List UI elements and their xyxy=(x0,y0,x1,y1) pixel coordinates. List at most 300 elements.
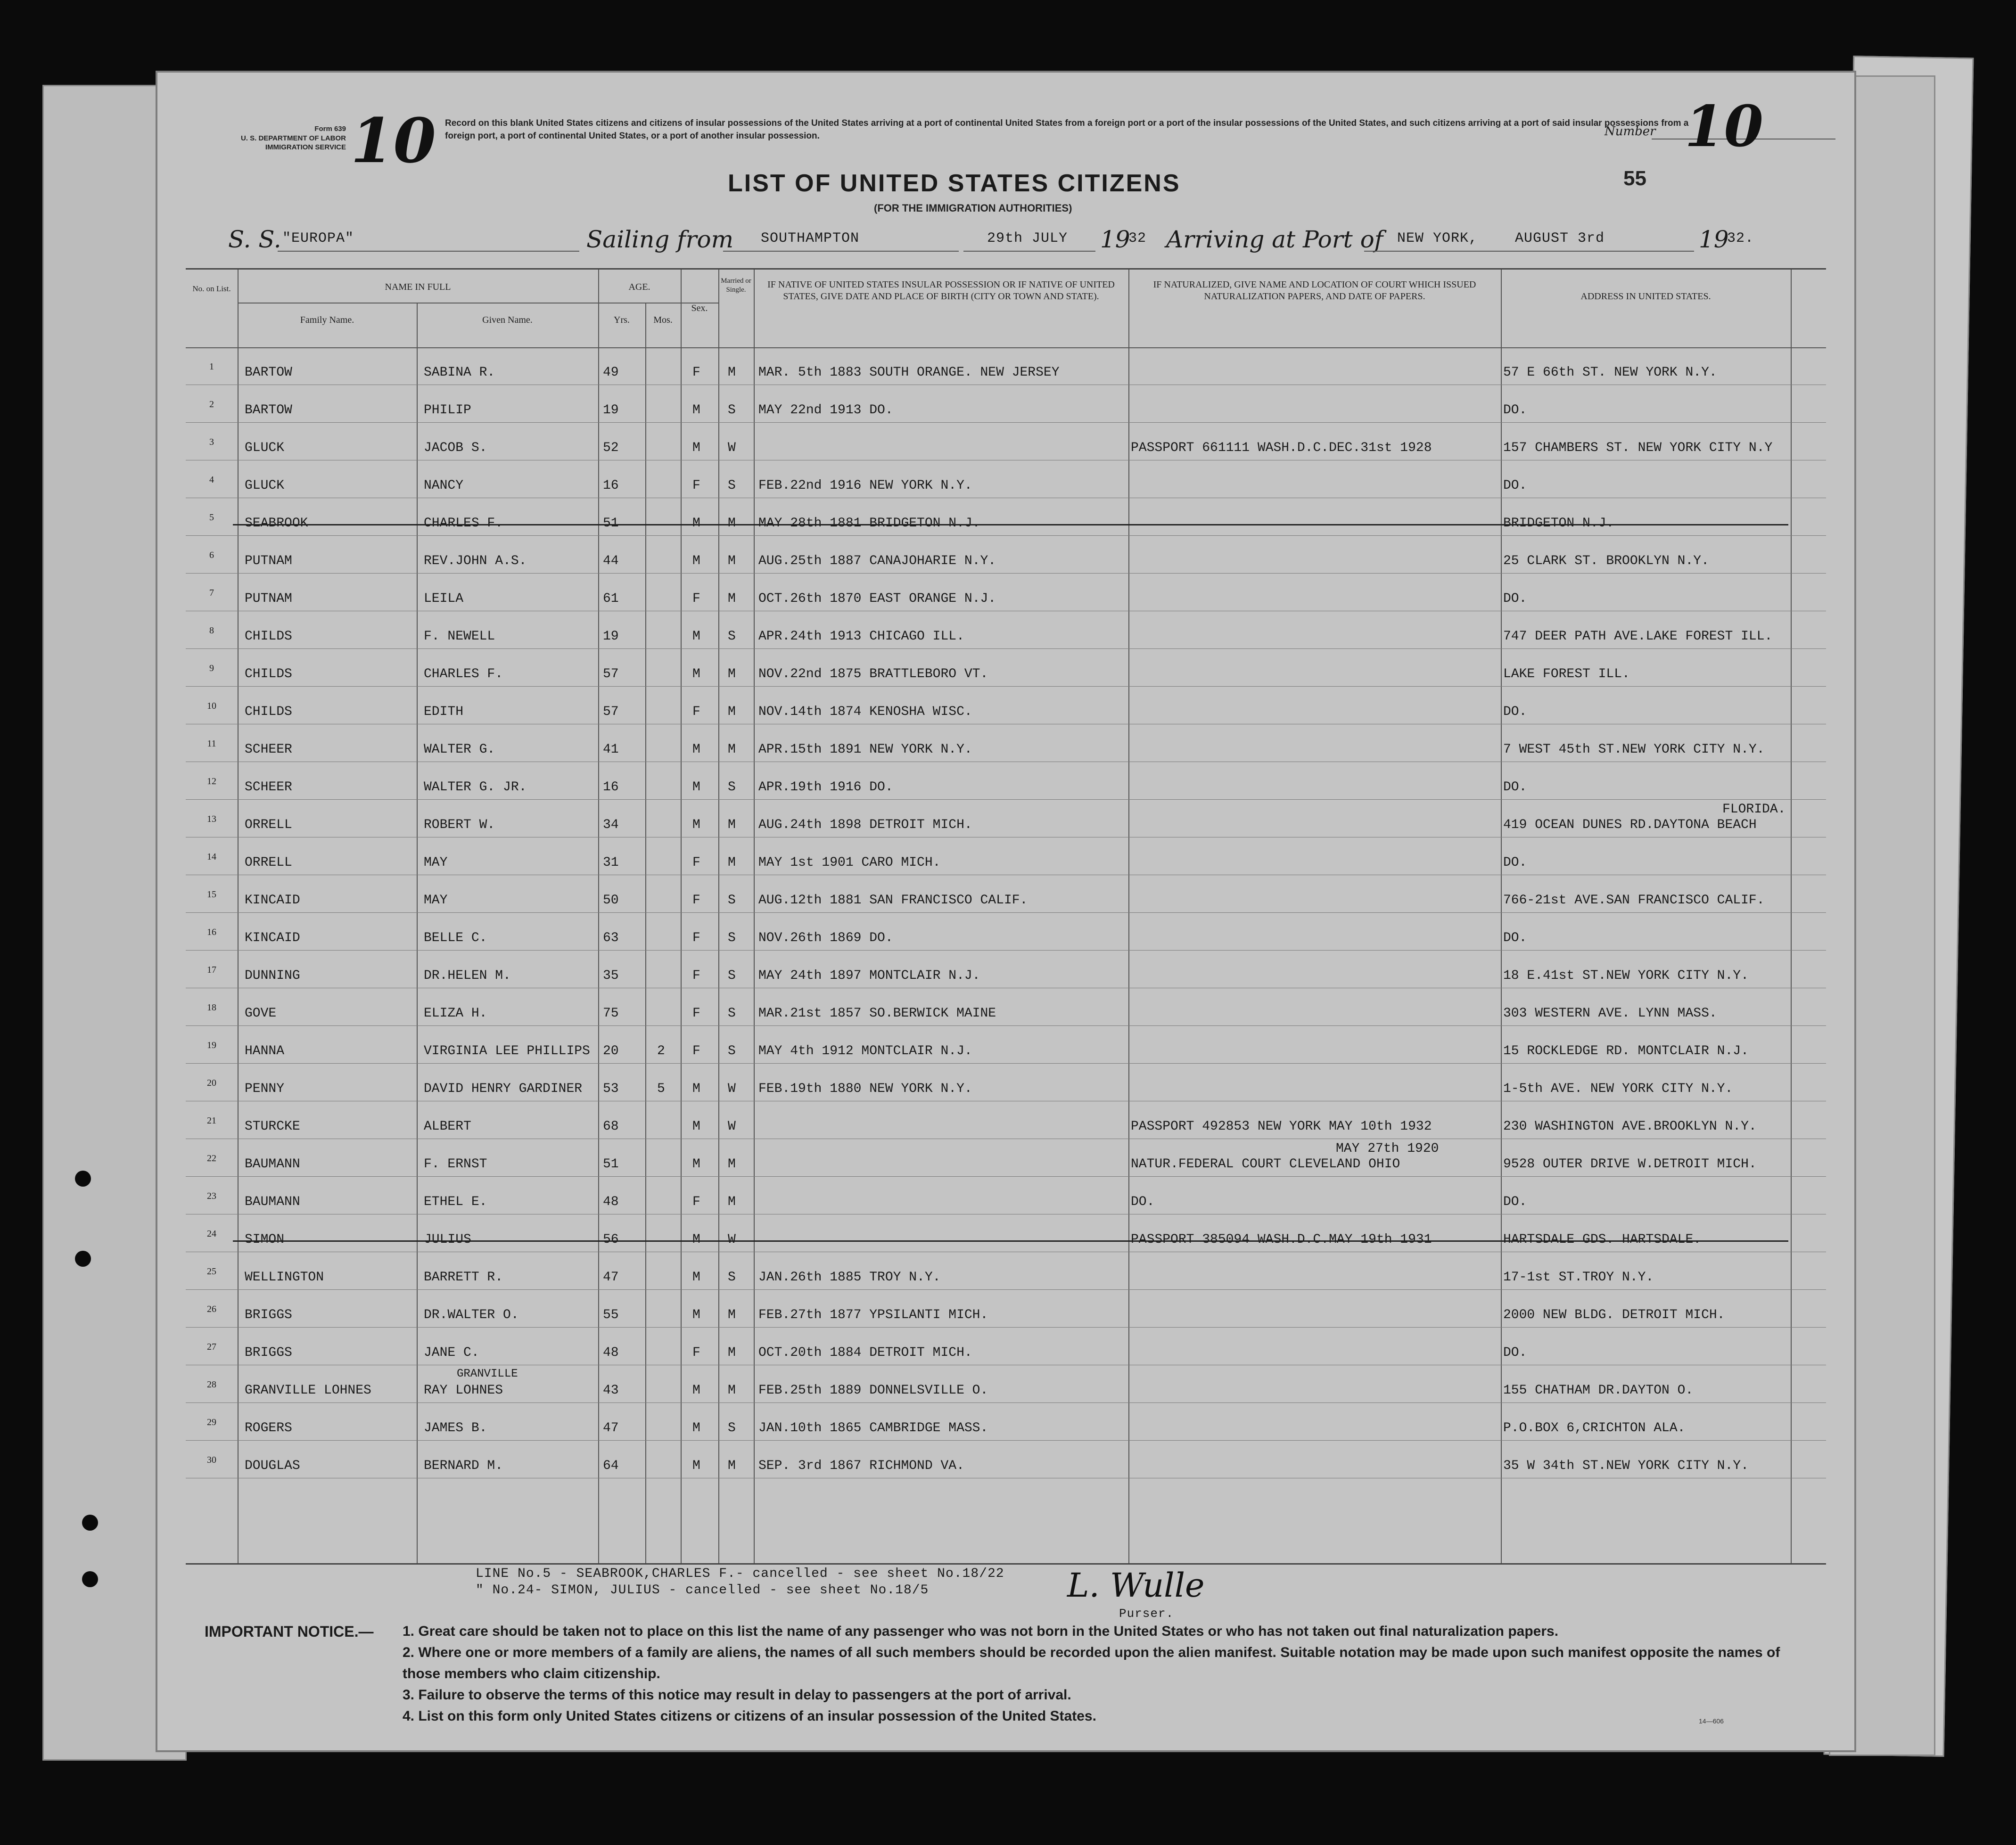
punch-hole xyxy=(82,1571,98,1587)
cell-given: PHILIP xyxy=(424,403,471,418)
cell-yrs: 19 xyxy=(603,629,619,644)
cell-given: ETHEL E. xyxy=(424,1195,487,1209)
cell-given: REV.JOHN A.S. xyxy=(424,554,527,568)
departure-year: 32 xyxy=(1128,230,1147,246)
table-row xyxy=(186,1214,1826,1252)
cell-birth: MAY 28th 1881 BRIDGETON N.J. xyxy=(758,516,980,531)
table-row xyxy=(186,1139,1826,1177)
cell-family: GOVE xyxy=(245,1006,277,1021)
cell-sex: M xyxy=(692,403,700,418)
cell-no: 4 xyxy=(209,475,214,485)
cell-family: ROGERS xyxy=(245,1421,292,1435)
cell-addr: DO. xyxy=(1503,931,1527,945)
cell-no: 20 xyxy=(207,1078,216,1088)
cell-family: ORRELL xyxy=(245,818,292,832)
cell-ms: S xyxy=(728,403,736,418)
cell-birth: APR.15th 1891 NEW YORK N.Y. xyxy=(758,742,972,757)
purser-signature: L. Wulle xyxy=(1067,1566,1205,1605)
form-number: Form 639 xyxy=(314,125,346,133)
punch-hole xyxy=(75,1251,91,1267)
cell-no: 23 xyxy=(207,1191,216,1201)
cell-no: 22 xyxy=(207,1153,216,1164)
cell-sex: M xyxy=(692,1082,700,1096)
cell-given: F. NEWELL xyxy=(424,629,495,644)
header-age: AGE. xyxy=(628,282,650,292)
cell-addr: 9528 OUTER DRIVE W.DETROIT MICH. xyxy=(1503,1157,1757,1172)
departure-year-prefix: 19 xyxy=(1100,226,1130,253)
cell-no: 30 xyxy=(207,1455,216,1465)
cell-given: ALBERT xyxy=(424,1119,471,1134)
cell-birth: MAY 22nd 1913 DO. xyxy=(758,403,893,418)
header-no: No. on List. xyxy=(192,284,231,293)
number-label: Number xyxy=(1605,124,1656,139)
cell-sex: M xyxy=(692,441,700,455)
cell-family: CHILDS xyxy=(245,667,292,681)
cell-no: 16 xyxy=(207,927,216,937)
handwritten-number-left: 10 xyxy=(351,105,436,177)
cell-yrs: 64 xyxy=(603,1459,619,1473)
notice-item-1: 1. Great care should be taken not to place on this list the name of any passenger who was not born in the United States or who has not taken out final naturalization papers. xyxy=(403,1624,1559,1639)
header-native-birth: IF NATIVE OF UNITED STATES INSULAR POSSESSION OR IF NATIVE OF UNITED STATES, GIVE DATE AND PLACE OF BIRTH (CITY OR TOWN AND STATE). xyxy=(767,279,1115,302)
cell-sex: F xyxy=(692,1345,700,1360)
table-row xyxy=(186,498,1826,536)
cell-given: ROBERT W. xyxy=(424,818,495,832)
cell-given: LEILA xyxy=(424,591,464,606)
cell-given: VIRGINIA LEE PHILLIPS xyxy=(424,1044,590,1058)
cell-sex: F xyxy=(692,1195,700,1209)
cell-birth: FEB.22nd 1916 NEW YORK N.Y. xyxy=(758,478,972,493)
cell-no: 13 xyxy=(207,814,216,824)
table-row xyxy=(186,1101,1826,1139)
cell-sex: F xyxy=(692,365,700,380)
cancellation-note-1: LINE No.5 - SEABROOK,CHARLES F.- cancelled - see sheet No.18/22 xyxy=(476,1566,1004,1581)
header-married-single: Married or Single. xyxy=(721,277,751,294)
table-row xyxy=(186,423,1826,460)
cell-addr-extra: FLORIDA. xyxy=(1722,802,1786,817)
cell-addr: 35 W 34th ST.NEW YORK CITY N.Y. xyxy=(1503,1459,1749,1473)
cell-yrs: 41 xyxy=(603,742,619,757)
cell-ms: M xyxy=(728,1459,736,1473)
cell-given: RAY LOHNES xyxy=(424,1383,503,1398)
cell-sex: F xyxy=(692,893,700,908)
table-row xyxy=(186,1026,1826,1064)
cell-birth: AUG.24th 1898 DETROIT MICH. xyxy=(758,818,972,832)
cell-birth: NOV.26th 1869 DO. xyxy=(758,931,893,945)
punch-hole xyxy=(82,1515,98,1531)
cell-yrs: 57 xyxy=(603,667,619,681)
cell-no: 25 xyxy=(207,1266,216,1277)
cell-sex: M xyxy=(692,1270,700,1285)
cell-family: GLUCK xyxy=(245,441,285,455)
header-naturalized: IF NATURALIZED, GIVE NAME AND LOCATION OF COURT WHICH ISSUED NATURALIZATION PAPERS, AND DATE OF PAPERS. xyxy=(1153,279,1476,302)
cell-no: 27 xyxy=(207,1342,216,1352)
table-row xyxy=(186,1177,1826,1214)
header-years: Yrs. xyxy=(614,315,630,325)
cell-nat: PASSPORT 661111 WASH.D.C.DEC.31st 1928 xyxy=(1131,441,1432,455)
cell-birth: NOV.14th 1874 KENOSHA WISC. xyxy=(758,705,972,719)
table-row xyxy=(186,837,1826,875)
cell-no: 19 xyxy=(207,1040,216,1050)
cell-sex: M xyxy=(692,1308,700,1322)
header-sex: Sex. xyxy=(691,303,708,313)
table-row xyxy=(186,913,1826,951)
departure-port: SOUTHAMPTON xyxy=(761,230,860,246)
cell-sex: M xyxy=(692,1421,700,1435)
departure-date: 29th JULY xyxy=(987,230,1068,246)
cell-family: CHILDS xyxy=(245,705,292,719)
cell-addr: DO. xyxy=(1503,855,1527,870)
notice-list xyxy=(403,1621,1817,1727)
manifest-page xyxy=(156,71,1856,1752)
cell-family: KINCAID xyxy=(245,931,300,945)
cell-yrs: 52 xyxy=(603,441,619,455)
cell-birth: FEB.25th 1889 DONNELSVILLE O. xyxy=(758,1383,988,1398)
cell-no: 10 xyxy=(207,701,216,711)
cell-given: BELLE C. xyxy=(424,931,487,945)
table-row xyxy=(186,724,1826,762)
cell-yrs: 47 xyxy=(603,1270,619,1285)
cell-sex: M xyxy=(692,629,700,644)
cell-family: PUTNAM xyxy=(245,591,292,606)
notice-item-3: 3. Failure to observe the terms of this notice may result in delay to passengers at the port of arrival. xyxy=(403,1687,1071,1703)
ship-name: "EUROPA" xyxy=(282,230,354,246)
cell-nat: PASSPORT 385094 WASH.D.C.MAY 19th 1931 xyxy=(1131,1232,1432,1247)
cell-addr: 155 CHATHAM DR.DAYTON O. xyxy=(1503,1383,1694,1398)
cell-yrs: 63 xyxy=(603,931,619,945)
header-months: Mos. xyxy=(653,315,673,325)
cell-sex: M xyxy=(692,742,700,757)
arrival-year: 32. xyxy=(1727,230,1754,246)
cell-birth: MAR. 5th 1883 SOUTH ORANGE. NEW JERSEY xyxy=(758,365,1060,380)
cell-no: 9 xyxy=(209,663,214,673)
cell-addr: DO. xyxy=(1503,780,1527,795)
arrival-date: AUGUST 3rd xyxy=(1515,230,1605,246)
cell-sex: M xyxy=(692,818,700,832)
cell-birth: AUG.12th 1881 SAN FRANCISCO CALIF. xyxy=(758,893,1028,908)
cell-no: 14 xyxy=(207,852,216,862)
cell-sex: M xyxy=(692,1157,700,1172)
form-code: 14—606 xyxy=(1699,1717,1724,1725)
table-row xyxy=(186,762,1826,800)
notice-heading: IMPORTANT NOTICE.— xyxy=(205,1623,374,1640)
cell-no: 2 xyxy=(209,399,214,410)
date-rule xyxy=(963,251,1095,252)
table-row xyxy=(186,574,1826,611)
cell-ms: W xyxy=(728,1119,736,1134)
cell-no: 28 xyxy=(207,1379,216,1390)
cell-mos: 5 xyxy=(657,1082,665,1096)
cell-yrs: 61 xyxy=(603,591,619,606)
cell-given: ELIZA H. xyxy=(424,1006,487,1021)
cell-given: DR.WALTER O. xyxy=(424,1308,519,1322)
handwritten-number-right: 10 xyxy=(1685,93,1763,160)
cell-given: CHARLES F. xyxy=(424,667,503,681)
cell-birth: APR.24th 1913 CHICAGO ILL. xyxy=(758,629,964,644)
cell-given: F. ERNST xyxy=(424,1157,487,1172)
cell-no: 26 xyxy=(207,1304,216,1314)
ss-label: S. S. xyxy=(228,226,281,253)
cell-family: KINCAID xyxy=(245,893,300,908)
cell-ms: M xyxy=(728,516,736,531)
cell-family: PENNY xyxy=(245,1082,285,1096)
cell-ms: M xyxy=(728,554,736,568)
purser-label: Purser. xyxy=(1119,1607,1174,1621)
notice-item-4: 4. List on this form only United States citizens or citizens of an insular possession of the United States. xyxy=(403,1708,1096,1724)
cell-birth: APR.19th 1916 DO. xyxy=(758,780,893,795)
cell-nat: PASSPORT 492853 NEW YORK MAY 10th 1932 xyxy=(1131,1119,1432,1134)
cell-birth: OCT.26th 1870 EAST ORANGE N.J. xyxy=(758,591,996,606)
table-row xyxy=(186,1328,1826,1365)
cell-sex: F xyxy=(692,968,700,983)
cell-addr: DO. xyxy=(1503,478,1527,493)
cell-yrs: 51 xyxy=(603,516,619,531)
cell-birth: MAY 24th 1897 MONTCLAIR N.J. xyxy=(758,968,980,983)
cell-addr: 230 WASHINGTON AVE.BROOKLYN N.Y. xyxy=(1503,1119,1757,1134)
cell-addr: HARTSDALE GDS. HARTSDALE. xyxy=(1503,1232,1702,1247)
cell-addr: 303 WESTERN AVE. LYNN MASS. xyxy=(1503,1006,1717,1021)
cell-given: SABINA R. xyxy=(424,365,495,380)
table-row xyxy=(186,988,1826,1026)
cell-addr: DO. xyxy=(1503,403,1527,418)
cell-addr: 25 CLARK ST. BROOKLYN N.Y. xyxy=(1503,554,1709,568)
cell-birth: AUG.25th 1887 CANAJOHARIE N.Y. xyxy=(758,554,996,568)
cell-given: JAMES B. xyxy=(424,1421,487,1435)
cell-sex: M xyxy=(692,554,700,568)
cell-no: 5 xyxy=(209,512,214,523)
cell-ms: M xyxy=(728,1383,736,1398)
cell-given: MAY xyxy=(424,855,448,870)
cell-no: 7 xyxy=(209,588,214,598)
header-name-in-full: NAME IN FULL xyxy=(385,282,451,292)
cell-ms: M xyxy=(728,1195,736,1209)
table-row xyxy=(186,536,1826,574)
cell-birth: MAR.21st 1857 SO.BERWICK MAINE xyxy=(758,1006,996,1021)
table-row xyxy=(186,460,1826,498)
departure-rule xyxy=(723,251,959,252)
cell-yrs: 35 xyxy=(603,968,619,983)
cell-yrs: 55 xyxy=(603,1308,619,1322)
arrival-rule xyxy=(1364,251,1694,252)
cell-family: DOUGLAS xyxy=(245,1459,300,1473)
page-subtitle: (FOR THE IMMIGRATION AUTHORITIES) xyxy=(874,202,1072,214)
cell-ms: S xyxy=(728,893,736,908)
cell-family: STURCKE xyxy=(245,1119,300,1134)
cell-family: GRANVILLE LOHNES xyxy=(245,1383,371,1398)
cell-nat: DO. xyxy=(1131,1195,1155,1209)
table-row xyxy=(186,800,1826,837)
table-row xyxy=(186,1252,1826,1290)
cell-yrs: 44 xyxy=(603,554,619,568)
cell-given: WALTER G. JR. xyxy=(424,780,527,795)
cell-ms: M xyxy=(728,1345,736,1360)
cell-birth: JAN.26th 1885 TROY N.Y. xyxy=(758,1270,941,1285)
cell-sex: F xyxy=(692,1044,700,1058)
cancellation-note-2: " No.24- SIMON, JULIUS - cancelled - see sheet No.18/5 xyxy=(476,1583,929,1598)
cell-given: BARRETT R. xyxy=(424,1270,503,1285)
cell-given: NANCY xyxy=(424,478,464,493)
cell-no: 15 xyxy=(207,889,216,900)
cell-family: SEABROOK xyxy=(245,516,308,531)
cell-birth: NOV.22nd 1875 BRATTLEBORO VT. xyxy=(758,667,988,681)
cell-no: 1 xyxy=(209,361,214,372)
cell-addr: 18 E.41st ST.NEW YORK CITY N.Y. xyxy=(1503,968,1749,983)
arriving-label: Arriving at Port of xyxy=(1166,226,1383,253)
cell-sex: F xyxy=(692,1006,700,1021)
cell-sex: F xyxy=(692,855,700,870)
cell-addr: 2000 NEW BLDG. DETROIT MICH. xyxy=(1503,1308,1725,1322)
cell-addr: DO. xyxy=(1503,1345,1527,1360)
cell-sex: M xyxy=(692,1383,700,1398)
table-row xyxy=(186,385,1826,423)
cell-addr: DO. xyxy=(1503,705,1527,719)
cell-yrs: 50 xyxy=(603,893,619,908)
cell-sex: F xyxy=(692,478,700,493)
cell-birth: FEB.19th 1880 NEW YORK N.Y. xyxy=(758,1082,972,1096)
cell-given: DAVID HENRY GARDINER xyxy=(424,1082,583,1096)
cell-addr: DO. xyxy=(1503,591,1527,606)
cell-no: 21 xyxy=(207,1115,216,1126)
cell-birth: SEP. 3rd 1867 RICHMOND VA. xyxy=(758,1459,964,1473)
cell-addr: 15 ROCKLEDGE RD. MONTCLAIR N.J. xyxy=(1503,1044,1749,1058)
cell-ms: S xyxy=(728,629,736,644)
passenger-rows xyxy=(186,347,1826,1563)
cell-family: HANNA xyxy=(245,1044,285,1058)
cell-family: GLUCK xyxy=(245,478,285,493)
cell-addr: 766-21st AVE.SAN FRANCISCO CALIF. xyxy=(1503,893,1765,908)
cell-yrs: 68 xyxy=(603,1119,619,1134)
punch-hole xyxy=(75,1171,91,1187)
cell-yrs: 75 xyxy=(603,1006,619,1021)
cell-ms: S xyxy=(728,931,736,945)
cell-family: DUNNING xyxy=(245,968,300,983)
cell-sex: M xyxy=(692,667,700,681)
cell-ms: M xyxy=(728,818,736,832)
cell-given: JANE C. xyxy=(424,1345,479,1360)
cell-sex: F xyxy=(692,931,700,945)
cell-given: JACOB S. xyxy=(424,441,487,455)
cell-yrs: 49 xyxy=(603,365,619,380)
table-row xyxy=(186,1403,1826,1441)
page-title: LIST OF UNITED STATES CITIZENS xyxy=(728,170,1181,197)
page-number: 55 xyxy=(1623,167,1646,190)
cell-yrs: 16 xyxy=(603,780,619,795)
cell-family: BAUMANN xyxy=(245,1195,300,1209)
cell-mos: 2 xyxy=(657,1044,665,1058)
cell-ms: S xyxy=(728,1421,736,1435)
cell-yrs: 48 xyxy=(603,1195,619,1209)
cell-family: BARTOW xyxy=(245,365,292,380)
notice-item-2: 2. Where one or more members of a family are aliens, the names of all such members should be recorded upon the alien manifest. Suitable notation may be made upon such manifest opposite the names of those members who claim citizenship. xyxy=(403,1645,1780,1681)
table-row xyxy=(186,347,1826,385)
cell-no: 18 xyxy=(207,1002,216,1013)
cell-ms: S xyxy=(728,1044,736,1058)
table-row xyxy=(186,951,1826,988)
cell-yrs: 16 xyxy=(603,478,619,493)
cell-given: EDITH xyxy=(424,705,464,719)
cell-yrs: 43 xyxy=(603,1383,619,1398)
cell-ms: M xyxy=(728,1308,736,1322)
cell-family: SCHEER xyxy=(245,780,292,795)
cell-sex: M xyxy=(692,780,700,795)
cell-yrs: 56 xyxy=(603,1232,619,1247)
cell-family: BRIGGS xyxy=(245,1345,292,1360)
cell-family: ORRELL xyxy=(245,855,292,870)
cell-ms: M xyxy=(728,667,736,681)
cell-family: WELLINGTON xyxy=(245,1270,324,1285)
cell-ms: M xyxy=(728,1157,736,1172)
cell-birth: MAY 1st 1901 CARO MICH. xyxy=(758,855,941,870)
cell-sex: M xyxy=(692,1119,700,1134)
cell-ms: S xyxy=(728,780,736,795)
cell-addr: 419 OCEAN DUNES RD.DAYTONA BEACH xyxy=(1503,818,1757,832)
cell-given: BERNARD M. xyxy=(424,1459,503,1473)
cell-ms: M xyxy=(728,591,736,606)
cell-no: 8 xyxy=(209,625,214,636)
ship-rule xyxy=(278,251,579,252)
table-row xyxy=(186,1290,1826,1328)
cell-yrs: 19 xyxy=(603,403,619,418)
cell-ms: S xyxy=(728,478,736,493)
department: U. S. DEPARTMENT OF LABOR xyxy=(240,134,346,142)
cell-addr: 747 DEER PATH AVE.LAKE FOREST ILL. xyxy=(1503,629,1773,644)
cell-family: BRIGGS xyxy=(245,1308,292,1322)
cell-ms: M xyxy=(728,742,736,757)
header-address: ADDRESS IN UNITED STATES. xyxy=(1580,291,1711,302)
cell-sex: F xyxy=(692,705,700,719)
table-row xyxy=(186,611,1826,649)
cell-yrs: 57 xyxy=(603,705,619,719)
cell-family: SCHEER xyxy=(245,742,292,757)
cell-sex: M xyxy=(692,516,700,531)
header-given-name: Given Name. xyxy=(482,315,533,325)
cancel-strikethrough xyxy=(233,1240,1788,1242)
cell-no: 17 xyxy=(207,965,216,975)
cell-no: 24 xyxy=(207,1229,216,1239)
cell-yrs: 20 xyxy=(603,1044,619,1058)
cell-addr: 17-1st ST.TROY N.Y. xyxy=(1503,1270,1654,1285)
cell-given: DR.HELEN M. xyxy=(424,968,511,983)
arrival-year-prefix: 19 xyxy=(1699,226,1729,253)
arrival-port: NEW YORK, xyxy=(1397,230,1478,246)
sailing-label: Sailing from xyxy=(586,226,734,253)
cell-ms: W xyxy=(728,1082,736,1096)
cell-no: 12 xyxy=(207,776,216,787)
cell-no: 6 xyxy=(209,550,214,560)
cell-yrs: 53 xyxy=(603,1082,619,1096)
cell-yrs: 47 xyxy=(603,1421,619,1435)
cell-addr: 7 WEST 45th ST.NEW YORK CITY N.Y. xyxy=(1503,742,1765,757)
cell-addr: BRIDGETON N.J. xyxy=(1503,516,1614,531)
header-family-name: Family Name. xyxy=(300,315,354,325)
cell-ms: S xyxy=(728,1006,736,1021)
cell-addr: DO. xyxy=(1503,1195,1527,1209)
cell-family: SIMON xyxy=(245,1232,285,1247)
cell-ms: S xyxy=(728,968,736,983)
cell-yrs: 51 xyxy=(603,1157,619,1172)
table-row xyxy=(186,687,1826,724)
table-row xyxy=(186,875,1826,913)
cell-ms: M xyxy=(728,365,736,380)
cell-family: PUTNAM xyxy=(245,554,292,568)
cell-no: 3 xyxy=(209,437,214,447)
cell-no: 29 xyxy=(207,1417,216,1427)
table-row xyxy=(186,1365,1826,1403)
table-row xyxy=(186,649,1826,687)
cell-no: 11 xyxy=(207,738,216,749)
cell-family: CHILDS xyxy=(245,629,292,644)
preamble-text: Record on this blank United States citizens and citizens of insular possessions of the United States arriving at a port of continental United States from a foreign port or a port of the insular possessions of the United States, and such citizens arriving at a port of said insular possessions from a foreign port, a port of continental United States, or a port of another insular possession. xyxy=(445,118,1689,141)
cell-ms: M xyxy=(728,855,736,870)
